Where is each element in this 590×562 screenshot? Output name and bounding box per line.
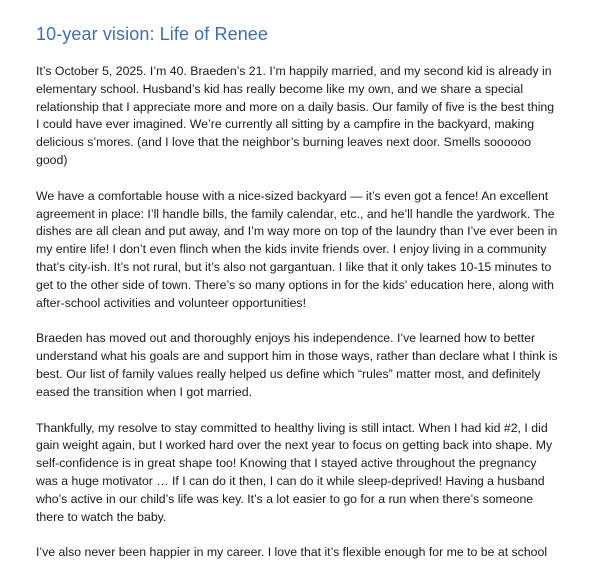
paragraph-career: I’ve also never been happier in my career. I love that it’s flexible enough for me to be at school <box>36 545 548 560</box>
paragraph-home: We have a comfortable house with a nice-sized backyard — it’s even got a fence! An excellent agreement in place: I’ll handle bills, the family calendar, etc., and he’ll handle the yardwork. The dishes are all clean and put away, and I’m way more on top of the laundry than I’ve ever been in my entire life! I don’t even flinch when the kids invite friends over. I enjoy living in a community that’s city-ish. It’s not rural, but it’s also not gargantuan. I like that it only takes 10-15 minutes to get to the other side of town. There’s so many options in for the kids’ education here, along with after-school activities and volunteer opportunities! <box>36 188 558 310</box>
paragraph-intro: It’s October 5, 2025. I’m 40. Braeden’s 21. I’m happily married, and my second kid is already in elementary school. Husband’s kid has really become like my own, and we share a special relationship that I appreciate more and more on a daily basis. Our family of five is the best thing I could have ever imagined. We’re currently all sitting by a campfire in the backyard, making delicious s’mores. (and I love that the neighbor’s burning leaves next door. Smells soooooo good) <box>36 64 555 167</box>
paragraph-braeden: Braeden has moved out and thoroughly enjoys his independence. I’ve learned how to better understand what his goals are and support him in those ways, rather than declare what I think is best. Our list of family values really helped us define which “rules” matter most, and definitely eased the transition when I got married. <box>36 331 558 399</box>
document-title: 10-year vision: Life of Renee <box>36 24 269 44</box>
paragraph-health: Thankfully, my resolve to stay committed to healthy living is still intact. When I had kid #2, I did gain weight again, but I worked hard over the next year to focus on getting back into shape. My self-confidence is in great shape too! Knowing that I stayed active throughout the pregnancy was a huge motivator … If I can do it then, I can do it while sleep-deprived! Having a husband who’s active in our child’s life was key. It’s a lot easier to go for a run when there’s someone there to watch the baby. <box>36 420 553 524</box>
document-body <box>36 63 558 562</box>
